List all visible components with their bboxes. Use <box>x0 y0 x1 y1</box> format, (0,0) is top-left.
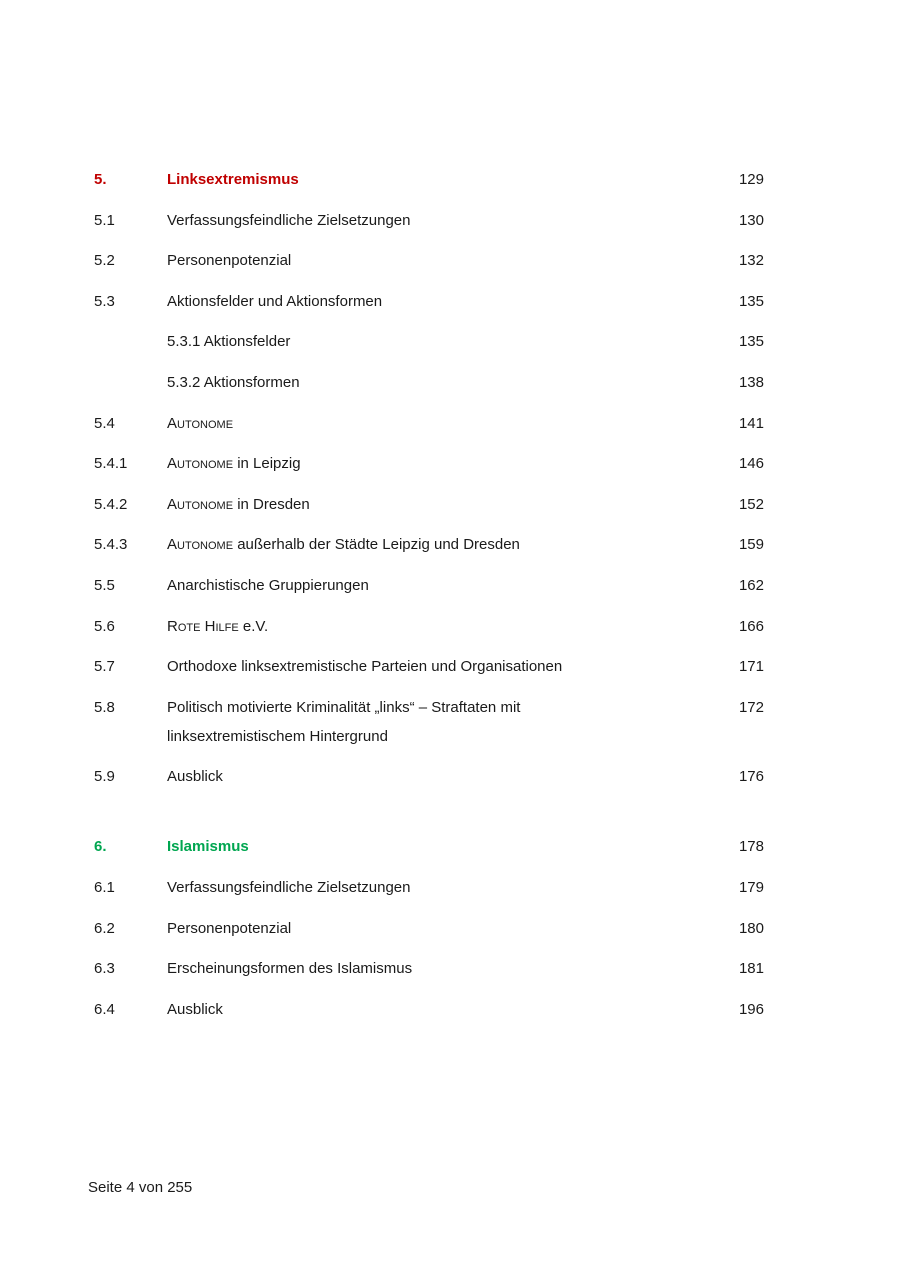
toc-title-segment: Personenpotenzial <box>167 252 292 270</box>
toc-title-smallcaps-segment: Rote Hilfe <box>167 617 239 635</box>
toc-title-segment: Ausblick <box>167 1000 223 1018</box>
toc-entry-title <box>167 206 714 235</box>
toc-section-number: 5. <box>94 171 107 188</box>
toc-entry-title <box>167 449 714 478</box>
toc-entry-number: 5.5 <box>94 576 115 594</box>
toc-row <box>94 490 764 519</box>
toc-entry-title <box>167 612 714 641</box>
toc-entry-page: 130 <box>738 211 764 229</box>
toc-entry-title <box>167 954 714 983</box>
toc-title-segment: Anarchistische Gruppierungen <box>167 576 369 594</box>
toc-entry-page: 135 <box>738 292 764 310</box>
toc-entry-title <box>167 490 714 519</box>
toc-entry-title <box>167 530 714 559</box>
toc-entry-title <box>167 246 714 275</box>
toc-entry-page: 146 <box>738 455 764 473</box>
toc-entry-number: 5.4.2 <box>94 495 128 513</box>
toc-entry-page: 138 <box>738 373 764 391</box>
toc-entry-number: 6.1 <box>94 878 115 896</box>
toc-entry-number: 5.8 <box>94 698 115 716</box>
toc-entry-number: 5.9 <box>94 768 115 786</box>
toc-section-number: 6. <box>94 838 107 856</box>
toc-title-smallcaps-segment: Autonome <box>167 495 234 513</box>
toc-entry-title <box>167 287 714 316</box>
toc-row <box>94 652 764 681</box>
toc-entry-title <box>167 571 714 600</box>
toc-entry-number: 5.7 <box>94 658 115 676</box>
toc-row <box>94 873 764 902</box>
toc-entry-page: 171 <box>738 658 764 676</box>
toc-entry-title <box>167 652 714 681</box>
toc-entry-number <box>94 368 167 397</box>
toc-section-title: Linksextremismus <box>167 171 299 188</box>
toc-entry-page: 132 <box>738 252 764 270</box>
toc-entry-number <box>94 327 167 356</box>
toc-title-segment: in Leipzig <box>233 455 301 473</box>
toc-entry-page: 152 <box>738 495 764 513</box>
toc-title-smallcaps-segment: Autonome <box>167 414 234 432</box>
toc-entry-number: 5.1 <box>94 211 115 229</box>
toc-row <box>94 612 764 641</box>
toc-section-page: 178 <box>738 838 764 856</box>
table-of-contents <box>94 165 764 1035</box>
toc-row <box>94 995 764 1024</box>
toc-title-segment: Ausblick <box>167 768 223 786</box>
toc-entry-page: 172 <box>738 698 764 716</box>
toc-row <box>94 914 764 943</box>
toc-entry-title <box>167 368 714 397</box>
toc-section-title: Islamismus <box>167 838 249 856</box>
toc-entry-number: 5.4.3 <box>94 536 128 554</box>
toc-title-segment: Personenpotenzial <box>167 919 292 937</box>
toc-row <box>94 368 764 397</box>
toc-entry-page: 166 <box>738 617 764 635</box>
toc-section-header <box>94 165 764 194</box>
toc-entry-title <box>167 762 714 791</box>
toc-row <box>94 571 764 600</box>
toc-title-segment: 5.3.1 Aktionsfelder <box>167 333 291 351</box>
toc-entry-page: 181 <box>738 960 764 978</box>
toc-title-segment: Orthodoxe linksextremistische Parteien und Organisationen <box>167 658 563 676</box>
toc-title-smallcaps-segment: Autonome <box>167 536 234 554</box>
toc-title-segment: Erscheinungsformen des Islamismus <box>167 960 413 978</box>
toc-title-segment: 5.3.2 Aktionsformen <box>167 373 300 391</box>
toc-entry-page: 180 <box>738 919 764 937</box>
toc-section-page: 129 <box>738 171 764 188</box>
toc-entry-number: 5.6 <box>94 617 115 635</box>
toc-entry-number: 5.2 <box>94 252 115 270</box>
toc-row <box>94 449 764 478</box>
toc-entry-page: 176 <box>738 768 764 786</box>
toc-row <box>94 693 764 751</box>
toc-title-segment: Aktionsfelder und Aktionsformen <box>167 292 383 310</box>
toc-title-segment: außerhalb der Städte Leipzig und Dresden <box>233 536 520 554</box>
toc-entry-page: 162 <box>738 576 764 594</box>
toc-entry-title <box>167 995 714 1024</box>
toc-row <box>94 409 764 438</box>
toc-entry-title <box>167 693 714 751</box>
toc-row <box>94 762 764 791</box>
toc-entry-title <box>167 873 714 902</box>
toc-row <box>94 206 764 235</box>
toc-title-segment: e.V. <box>238 617 269 635</box>
toc-entry-title <box>167 327 714 356</box>
toc-row <box>94 287 764 316</box>
toc-entry-number: 6.4 <box>94 1000 115 1018</box>
toc-row <box>94 954 764 983</box>
toc-entry-page: 179 <box>738 878 764 896</box>
toc-entry-number: 5.4.1 <box>94 455 128 473</box>
toc-entry-page: 141 <box>738 414 764 432</box>
toc-entry-page: 159 <box>738 536 764 554</box>
toc-entry-page: 135 <box>738 333 764 351</box>
toc-entry-number: 6.2 <box>94 919 115 937</box>
toc-title-segment: linksextremistischem Hintergrund <box>167 727 388 745</box>
toc-entry-number: 6.3 <box>94 960 115 978</box>
toc-title-segment: in Dresden <box>233 495 310 513</box>
toc-row <box>94 246 764 275</box>
toc-entry-page: 196 <box>738 1000 764 1018</box>
toc-entry-number: 5.3 <box>94 292 115 310</box>
toc-row <box>94 327 764 356</box>
toc-title-segment: Verfassungsfeindliche Zielsetzungen <box>167 878 411 896</box>
toc-title-smallcaps-segment: Autonome <box>167 455 234 473</box>
page-footer: Seite 4 von 255 <box>88 1179 193 1196</box>
toc-title-segment: Verfassungsfeindliche Zielsetzungen <box>167 211 411 229</box>
toc-row <box>94 530 764 559</box>
toc-entry-number: 5.4 <box>94 414 115 432</box>
toc-entry-title <box>167 914 714 943</box>
toc-section-header <box>94 832 764 861</box>
toc-entry-title <box>167 409 714 438</box>
toc-title-segment: Politisch motivierte Kriminalität „links“ – Straftaten mit <box>167 698 521 716</box>
